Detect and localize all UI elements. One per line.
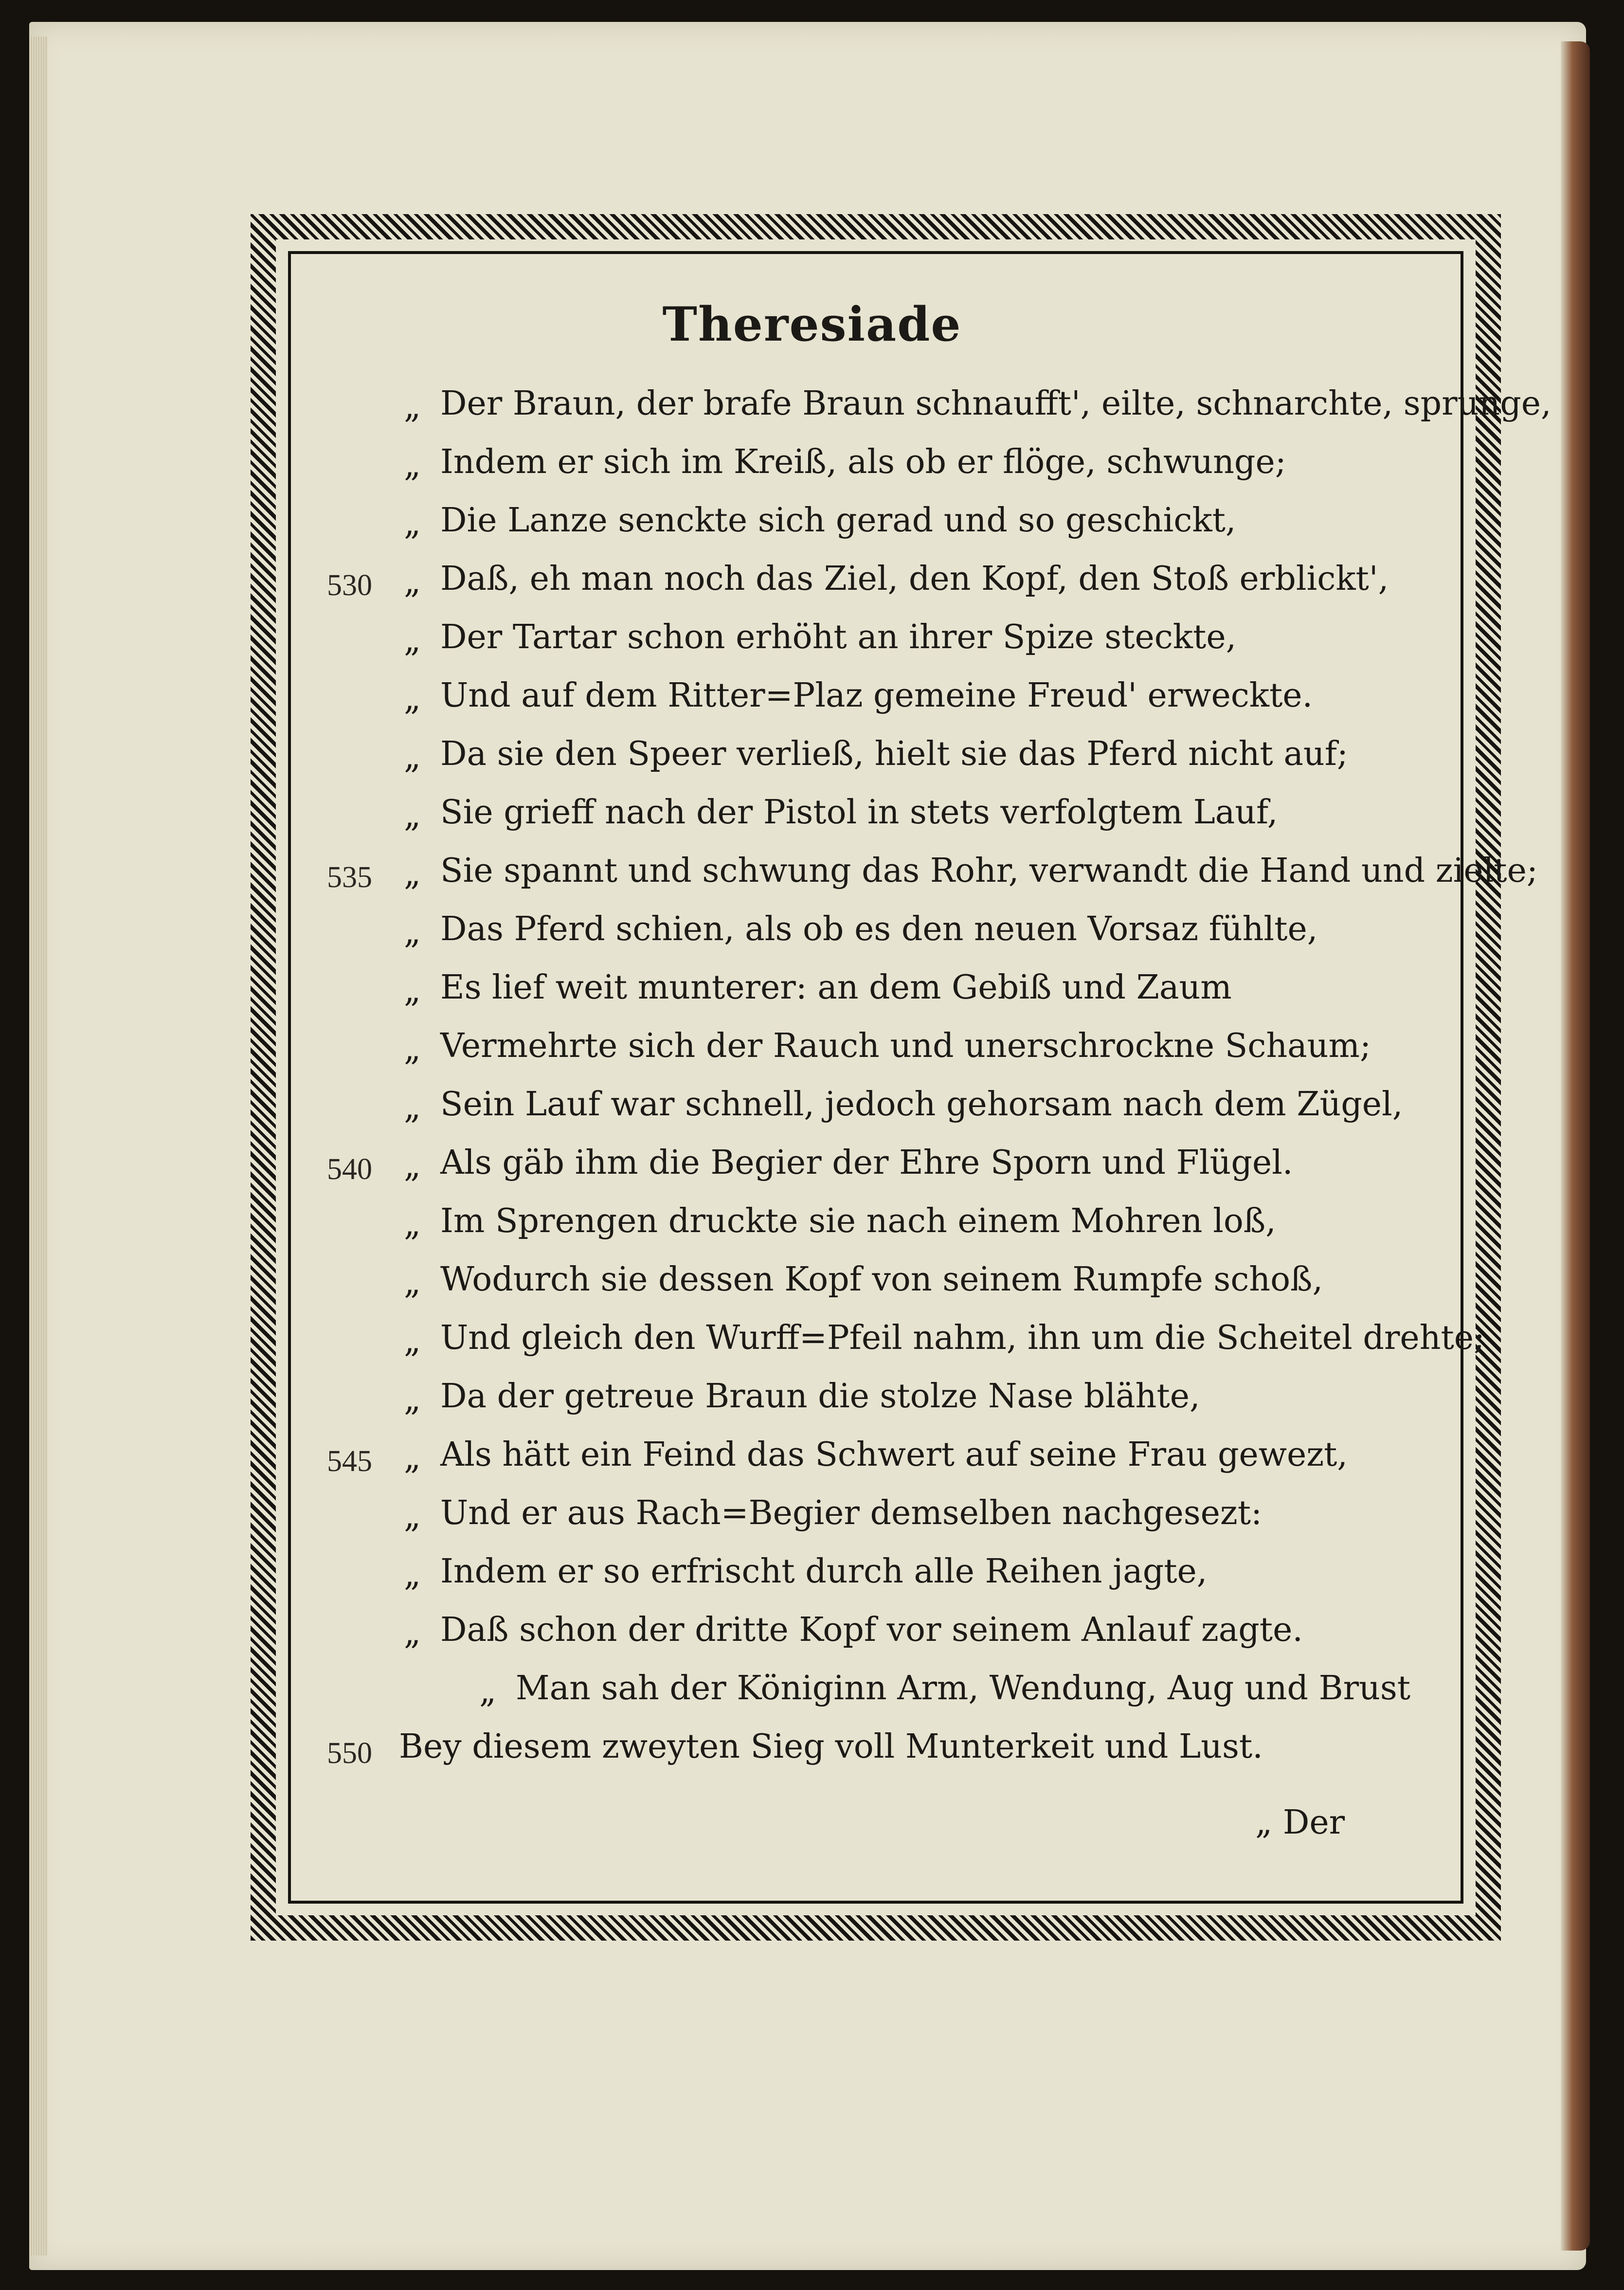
verse-text: Da der getreue Braun die stolze Nase blähte, [440, 1377, 1200, 1416]
quotation-mark: „ [404, 563, 421, 601]
verse-text: Als hätt ein Feind das Schwert auf seine Frau gewezt, [440, 1436, 1348, 1474]
verse-line [0, 910, 1624, 968]
quotation-mark: „ [404, 1322, 421, 1360]
quotation-mark: „ [404, 854, 421, 893]
verse-text: Und gleich den Wurff=Pfeil nahm, ihn um die Scheitel drehte; [440, 1319, 1485, 1357]
verse-line [0, 735, 1624, 793]
verse-line [0, 443, 1624, 501]
quotation-mark: „ [404, 1438, 421, 1477]
line-number: 550 [327, 1737, 372, 1770]
quotation-mark: „ [404, 504, 421, 543]
quotation-mark: „ [404, 1088, 421, 1127]
quotation-mark: „ [404, 1555, 421, 1594]
verse-text: Wodurch sie dessen Kopf von seinem Rumpfe schoß, [440, 1260, 1323, 1299]
quotation-mark: „ [404, 1030, 421, 1068]
verse-text: Der Tartar schon erhöht an ihrer Spize steckte, [440, 618, 1237, 656]
line-number: 540 [327, 1153, 372, 1186]
quotation-mark: „ [404, 679, 421, 718]
verse-text: Und er aus Rach=Begier demselben nachgesezt: [440, 1494, 1262, 1532]
verse-text: Und auf dem Ritter=Plaz gemeine Freud' erweckte. [440, 676, 1313, 715]
verse-text: Daß schon der dritte Kopf vor seinem Anlauf zagte. [440, 1611, 1303, 1649]
verse-text: Das Pferd schien, als ob es den neuen Vorsaz fühlte, [440, 910, 1318, 948]
quotation-mark: „ [404, 971, 421, 1010]
line-number: 530 [327, 569, 372, 602]
verse-line [0, 501, 1624, 560]
catchword: „ Der [1255, 1803, 1345, 1842]
verse-line [0, 1260, 1624, 1319]
verse-text: Sein Lauf war schnell, jedoch gehorsam nach dem Zügel, [440, 1085, 1403, 1124]
quotation-mark: „ [404, 1205, 421, 1243]
quotation-mark: „ [404, 1380, 421, 1418]
verse-line [0, 676, 1624, 735]
verse-line [0, 968, 1624, 1027]
verse-text: Im Sprengen druckte sie nach einem Mohren loß, [440, 1202, 1276, 1240]
quotation-mark: „ [404, 621, 421, 659]
verse-text: Der Braun, der brafe Braun schnaufft', eilte, schnarchte, sprunge, [440, 384, 1552, 423]
verse-text: Sie grieff nach der Pistol in stets verfolgtem Lauf, [440, 793, 1278, 832]
quotation-mark: „ [404, 1146, 421, 1185]
verse-text: Bey diesem zweyten Sieg voll Munterkeit und Lust. [399, 1727, 1263, 1766]
verse-line [0, 1377, 1624, 1436]
verse-line [0, 1669, 1624, 1727]
verse-text: Daß, eh man noch das Ziel, den Kopf, den Stoß erblickt', [440, 560, 1389, 598]
verse-line [0, 560, 1624, 618]
quotation-mark: „ [404, 387, 421, 426]
quotation-mark: „ [404, 1497, 421, 1535]
verse-line [0, 793, 1624, 852]
verse-line [0, 1611, 1624, 1669]
quotation-mark: „ [404, 446, 421, 484]
quotation-mark: „ [404, 1263, 421, 1302]
verse-text: Indem er sich im Kreiß, als ob er flöge, schwunge; [440, 443, 1286, 481]
verse-line [0, 384, 1624, 443]
quotation-mark: „ [404, 796, 421, 835]
verse-line [0, 1027, 1624, 1085]
running-head: Theresiade [662, 297, 962, 352]
verse-text: Die Lanze senckte sich gerad und so geschickt, [440, 501, 1236, 540]
verse-text: Man sah der Königinn Arm, Wendung, Aug und Brust [516, 1669, 1411, 1708]
verse-text: Vermehrte sich der Rauch und unerschrockne Schaum; [440, 1027, 1371, 1065]
verse-line [0, 1144, 1624, 1202]
quotation-mark: „ [404, 738, 421, 776]
quotation-mark: „ [404, 913, 421, 951]
verse-line [0, 1552, 1624, 1611]
verse-text: Als gäb ihm die Begier der Ehre Sporn und Flügel. [440, 1144, 1293, 1182]
verse-line [0, 1494, 1624, 1552]
line-number: 535 [327, 861, 372, 894]
verse-line [0, 618, 1624, 676]
verse-line [0, 1202, 1624, 1260]
verse-line [0, 1319, 1624, 1377]
quotation-mark: „ [404, 1614, 421, 1652]
verse-line [0, 1085, 1624, 1144]
verse-line [0, 852, 1624, 910]
verse-text: Es lief weit munterer: an dem Gebiß und Zaum [440, 968, 1232, 1007]
verse-line [0, 1727, 1624, 1786]
verse-text: Sie spannt und schwung das Rohr, verwandt die Hand und zielte; [440, 852, 1538, 890]
verse-text: Indem er so erfrischt durch alle Reihen jagte, [440, 1552, 1208, 1591]
line-number: 545 [327, 1445, 372, 1478]
quotation-mark: „ [479, 1672, 497, 1710]
verse-line [0, 1436, 1624, 1494]
verse-text: Da sie den Speer verließ, hielt sie das Pferd nicht auf; [440, 735, 1348, 773]
